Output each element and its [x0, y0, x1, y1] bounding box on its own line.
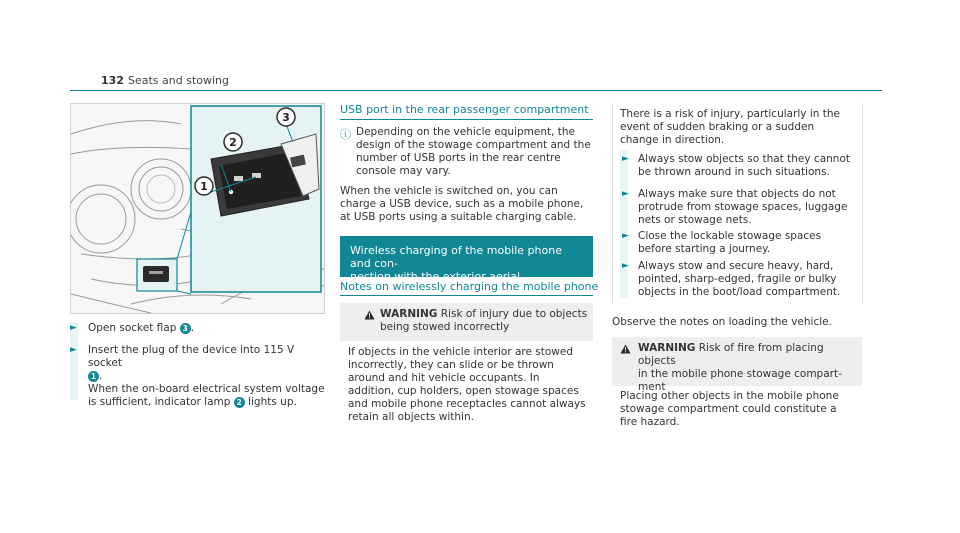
wireless-banner-line-2: nection with the exterior aerial [350, 270, 521, 283]
right-bullet-3: Close the lockable stowage spaces before starting a journey. [638, 230, 822, 255]
step-2 [88, 344, 328, 409]
warning-2-title-line-3: ment [638, 381, 666, 393]
step-bar [70, 322, 78, 400]
interior-drawing [71, 104, 324, 313]
warning-2-title [638, 342, 860, 394]
right-bullet-1: Always stow objects so that they cannot be thrown around in such situations. [638, 153, 850, 178]
usb-heading: USB port in the rear passenger compartment [340, 103, 589, 116]
callout-1: 1 [200, 180, 208, 193]
usb-heading-rule [340, 119, 593, 120]
usb-note: Depending on the vehicle equipment, the design of the stowage compartment and the number of USB ports in the rear centre console may vary. [356, 126, 591, 177]
step-arrow-icon: ► [70, 345, 77, 355]
warning-2-title-line-2: in the mobile phone stowage compart- [638, 368, 842, 380]
bullet-arrow-icon: ► [622, 261, 629, 271]
step-1-text: Open socket flap [88, 322, 177, 334]
bullet-arrow-icon: ► [622, 154, 629, 164]
step-1-badge: 3 [180, 323, 191, 334]
step-2-suffix: . [99, 370, 103, 382]
step-1-suffix: . [190, 322, 195, 334]
warning-1-title-line-1: Risk of injury due to objects [440, 308, 588, 320]
warning-1-body: If objects in the vehicle interior are stowed incorrectly, they can slide or be thrown around and hit vehicle occupants. In addition, cup holders, open stowage spaces and mobile phone receptacles cannot always retain all objects within. [348, 346, 586, 423]
step-2-badge: 1 [88, 371, 99, 382]
usb-body: When the vehicle is switched on, you can charge a USB device, such as a mobile phone, at USB ports using a suitable charging cable. [340, 185, 584, 223]
warning-1-title-line-2: being stowed incorrectly [380, 321, 510, 333]
warning-2-body: Placing other objects in the mobile phone stowage compartment could constitute a fire hazard. [620, 390, 839, 428]
step-arrow-icon: ► [70, 323, 77, 333]
wireless-banner-line-1: Wireless charging of the mobile phone and con- [350, 244, 562, 270]
usb-socket-illustration [70, 103, 325, 314]
bullet-arrow-icon: ► [622, 231, 629, 241]
warning-2-label: WARNING [638, 342, 696, 354]
warning-1-label: WARNING [380, 308, 438, 320]
bullet-arrow-icon: ► [622, 189, 629, 199]
wireless-subheading: Notes on wirelessly charging the mobile phone [340, 280, 599, 293]
page-number: 132 [101, 74, 124, 87]
warning-2-title-line-1: Risk of fire from placing objects [638, 342, 824, 367]
right-bullet-4: Always stow and secure heavy, hard, pointed, sharp-edged, fragile or bulky objects in the boot/load compartment. [638, 260, 841, 298]
warning-triangle-icon [364, 310, 375, 320]
section-title: Seats and stowing [128, 74, 230, 87]
right-bullet-2: Always make sure that objects do not protrude from stowage spaces, luggage nets or stowage nets. [638, 188, 848, 226]
warning-box-2 [612, 337, 862, 432]
right-step-bar [620, 150, 628, 298]
step-2-continuation-badge: 2 [234, 397, 245, 408]
step-2-continuation-post: lights up. [248, 396, 297, 408]
callout-3: 3 [282, 111, 290, 124]
warning-box-1 [340, 303, 593, 428]
right-box-right-rule [862, 103, 863, 303]
wireless-banner [340, 236, 593, 283]
callout-2: 2 [229, 136, 237, 149]
step-2-continuation: When the on-board electrical system voltage is sufficient, indicator lamp [88, 383, 325, 408]
observe-note: Observe the notes on loading the vehicle. [612, 316, 832, 328]
warning-1-title [380, 308, 590, 334]
step-2-text: Insert the plug of the device into 115 V socket [88, 344, 295, 369]
info-note-icon: ⓘ [340, 128, 351, 141]
header-rule [70, 90, 882, 91]
right-intro: There is a risk of injury, particularly in the event of sudden braking or a sudden change in direction. [620, 108, 840, 146]
right-box-left-rule [612, 103, 613, 303]
step-1 [88, 322, 328, 335]
wireless-subheading-rule [340, 295, 593, 296]
warning-triangle-icon [620, 344, 631, 354]
